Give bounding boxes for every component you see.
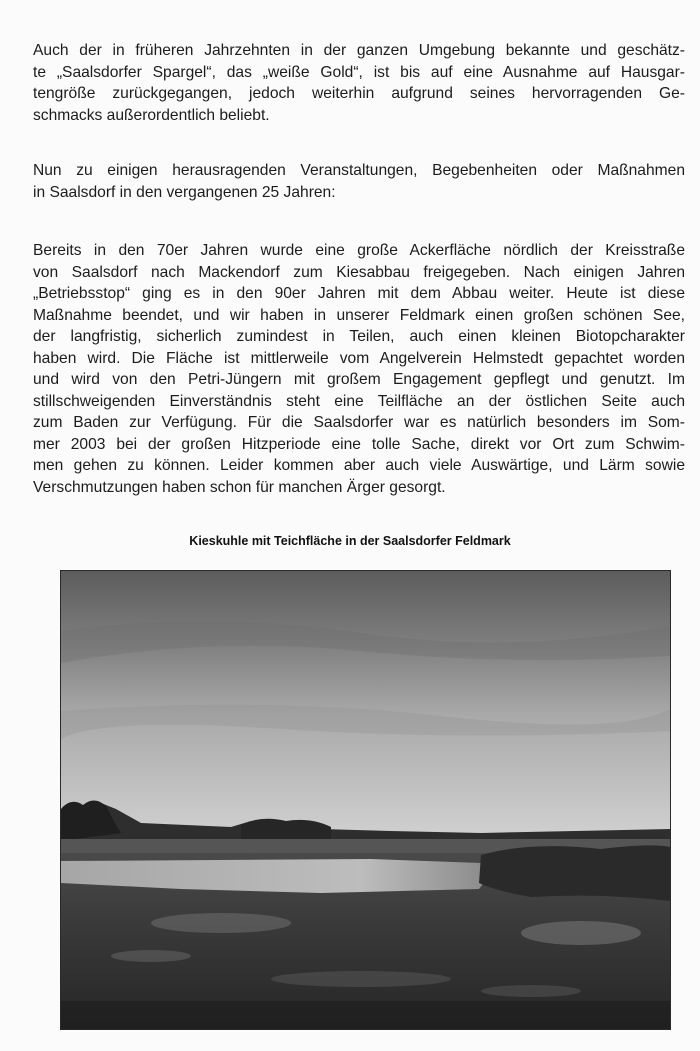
paragraph-spargel	[33, 40, 685, 126]
landscape-photo	[60, 570, 671, 1030]
text-line: und wird von den Petri-Jüngern mit großem Engagement gepflegt und genutzt. Im	[33, 371, 685, 388]
text-line: Maßnahme beendet, und wir haben in unserer Feldmark einen großen schönen See,	[33, 306, 685, 324]
text-line: zum Baden zur Verfügung. Für die Saalsdorfer war es natürlich besonders im Som-	[33, 414, 685, 431]
figure-caption: Kieskuhle mit Teichfläche in der Saalsdorfer Feldmark	[189, 534, 511, 548]
text-line: tengröße zurückgegangen, jedoch weiterhin aufgrund seines hervorragenden Ge-	[33, 85, 685, 102]
text-line: haben wird. Die Fläche ist mittlerweile vom Angelverein Helmstedt gepachtet worden	[33, 349, 685, 367]
text-line: in Saalsdorf in den vergangenen 25 Jahren:	[33, 183, 336, 201]
text-line: mer 2003 bei der großen Hitzperiode eine tolle Sache, direkt vor Ort zum Schwim-	[33, 435, 685, 453]
paragraph-intro-events	[33, 160, 685, 203]
text-line: Bereits in den 70er Jahren wurde eine große Ackerfläche nördlich der Kreisstraße	[33, 242, 685, 259]
text-line: „Betriebsstop“ ging es in den 90er Jahren mit dem Abbau weiter. Heute ist diese	[33, 285, 685, 302]
paragraph-kiesabbau	[33, 240, 685, 498]
text-line: Nun zu einigen herausragenden Veranstaltungen, Begebenheiten oder Maßnahmen	[33, 162, 685, 179]
text-line: te „Saalsdorfer Spargel“, das „weiße Gold“, ist bis auf eine Ausnahme auf Hausgar-	[33, 63, 685, 81]
text-line: von Saalsdorf nach Mackendorf zum Kiesabbau freigegeben. Nach einigen Jahren	[33, 263, 685, 281]
text-line: Auch der in früheren Jahrzehnten in der ganzen Umgebung bekannte und geschätz-	[33, 42, 685, 59]
text-line: schmacks außerordentlich beliebt.	[33, 106, 270, 124]
text-line: stillschweigenden Einverständnis steht eine Teilfläche an der östlichen Seite auch	[33, 392, 685, 410]
text-line: der langfristig, sicherlich zumindest in Teilen, auch einen kleinen Biotopcharakter	[33, 328, 685, 345]
text-line: Verschmutzungen haben schon für manchen Ärger gesorgt.	[33, 478, 446, 496]
text-line: men gehen zu können. Leider kommen aber auch viele Auswärtige, und Lärm sowie	[33, 457, 685, 474]
